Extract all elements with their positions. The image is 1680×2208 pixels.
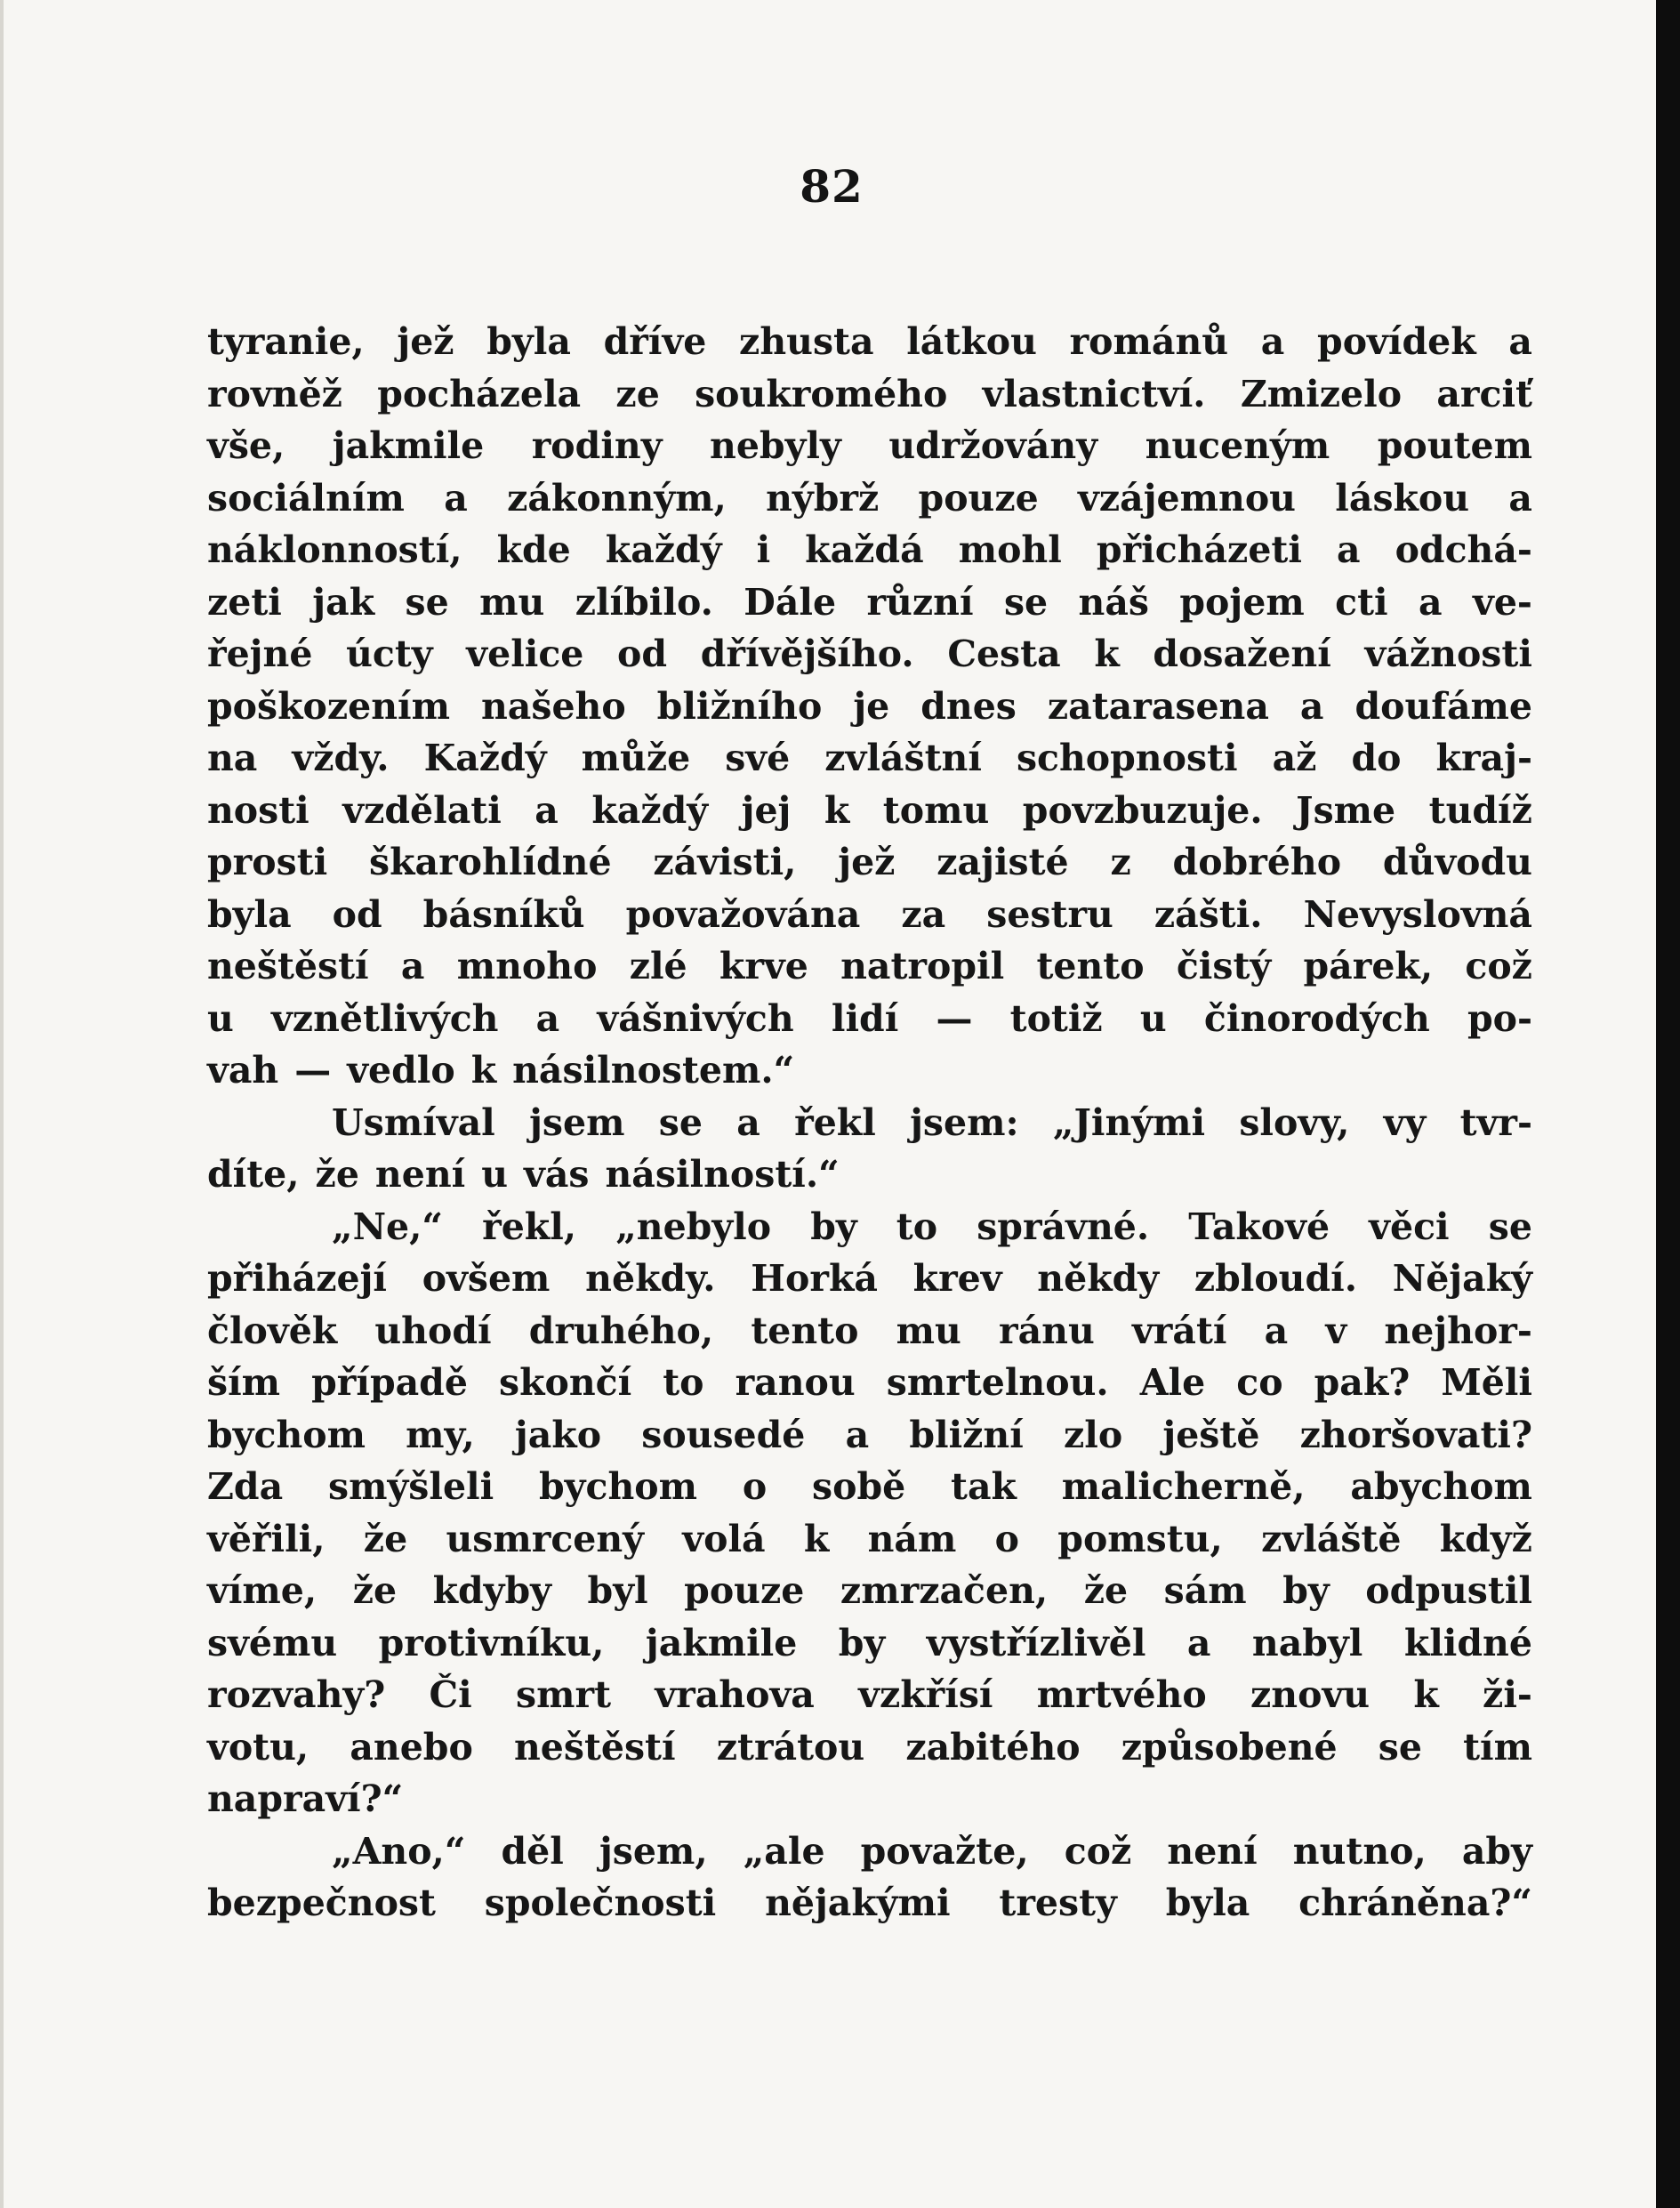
text-line: náklonností, kde každý i každá mohl přicházeti a odchá- (207, 528, 1532, 571)
text-line: vah — vedlo k násilnostem.“ (207, 1049, 795, 1092)
body-text (207, 320, 1532, 1934)
text-line: poškozením našeho bližního je dnes zatarasena a doufáme (207, 684, 1532, 728)
text-line: věřili, že usmrcený volá k nám o pomstu, zvláště když (207, 1517, 1532, 1560)
text-line: prosti škarohlídné závisti, jež zajisté z dobrého důvodu (207, 841, 1532, 883)
text-line: Usmíval jsem se a řekl jsem: „Jinými slovy, vy tvr- (332, 1100, 1532, 1144)
text-line: tyranie, jež byla dříve zhusta látkou románů a povídek a (207, 320, 1532, 363)
text-line: bychom my, jako sousedé a bližní zlo ještě zhoršovati? (207, 1413, 1532, 1456)
page-number: 82 (800, 160, 864, 213)
text-line: ším případě skončí to ranou smrtelnou. Ale co pak? Měli (207, 1361, 1532, 1404)
text-line: rozvahy? Či smrt vrahova vzkřísí mrtvého znovu k ži- (207, 1673, 1532, 1716)
text-line: nosti vzdělati a každý jej k tomu povzbuzuje. Jsme tudíž (207, 788, 1532, 832)
text-line: na vždy. Každý může své zvláštní schopnosti až do kraj- (207, 737, 1532, 779)
text-line: přiházejí ovšem někdy. Horká krev někdy zbloudí. Nějaký (207, 1257, 1532, 1300)
text-line: „Ano,“ děl jsem, „ale považte, což není nutno, aby (332, 1829, 1532, 1873)
text-line: rovněž pocházela ze soukromého vlastnictví. Zmizelo arciť (207, 372, 1532, 415)
text-line: díte, že není u vás násilností.“ (207, 1153, 840, 1196)
text-line: řejné úcty velice od dřívějšího. Cesta k dosažení vážnosti (207, 633, 1532, 675)
text-line: člověk uhodí druhého, tento mu ránu vrátí a v nejhor- (207, 1309, 1532, 1352)
text-line: bezpečnost společnosti nějakými tresty byla chráněna?“ (207, 1882, 1532, 1924)
text-line: víme, že kdyby byl pouze zmrzačen, že sám by odpustil (207, 1569, 1532, 1612)
text-line: vše, jakmile rodiny nebyly udržovány nuceným poutem (207, 424, 1532, 467)
text-line: neštěstí a mnoho zlé krve natropil tento čistý párek, což (207, 945, 1532, 987)
text-line: u vznětlivých a vášnivých lidí — totiž u činorodých po- (207, 996, 1532, 1040)
text-line: sociálním a zákonným, nýbrž pouze vzájemnou láskou a (207, 476, 1532, 520)
text-line: „Ne,“ řekl, „nebylo by to správné. Takové věci se (332, 1205, 1532, 1248)
text-line: svému protivníku, jakmile by vystřízlivěl a nabyl klidné (207, 1621, 1532, 1664)
text-line: byla od básníků považována za sestru zášti. Nevyslovná (207, 892, 1532, 936)
text-line: votu, anebo neštěstí ztrátou zabitého způsobené se tím (207, 1725, 1532, 1769)
text-line: Zda smýšleli bychom o sobě tak malicherně, abychom (207, 1465, 1532, 1508)
text-line: zeti jak se mu zlíbilo. Dále různí se náš pojem cti a ve- (207, 580, 1532, 624)
text-line: napraví?“ (207, 1777, 404, 1820)
scan-edge (1656, 0, 1680, 2208)
